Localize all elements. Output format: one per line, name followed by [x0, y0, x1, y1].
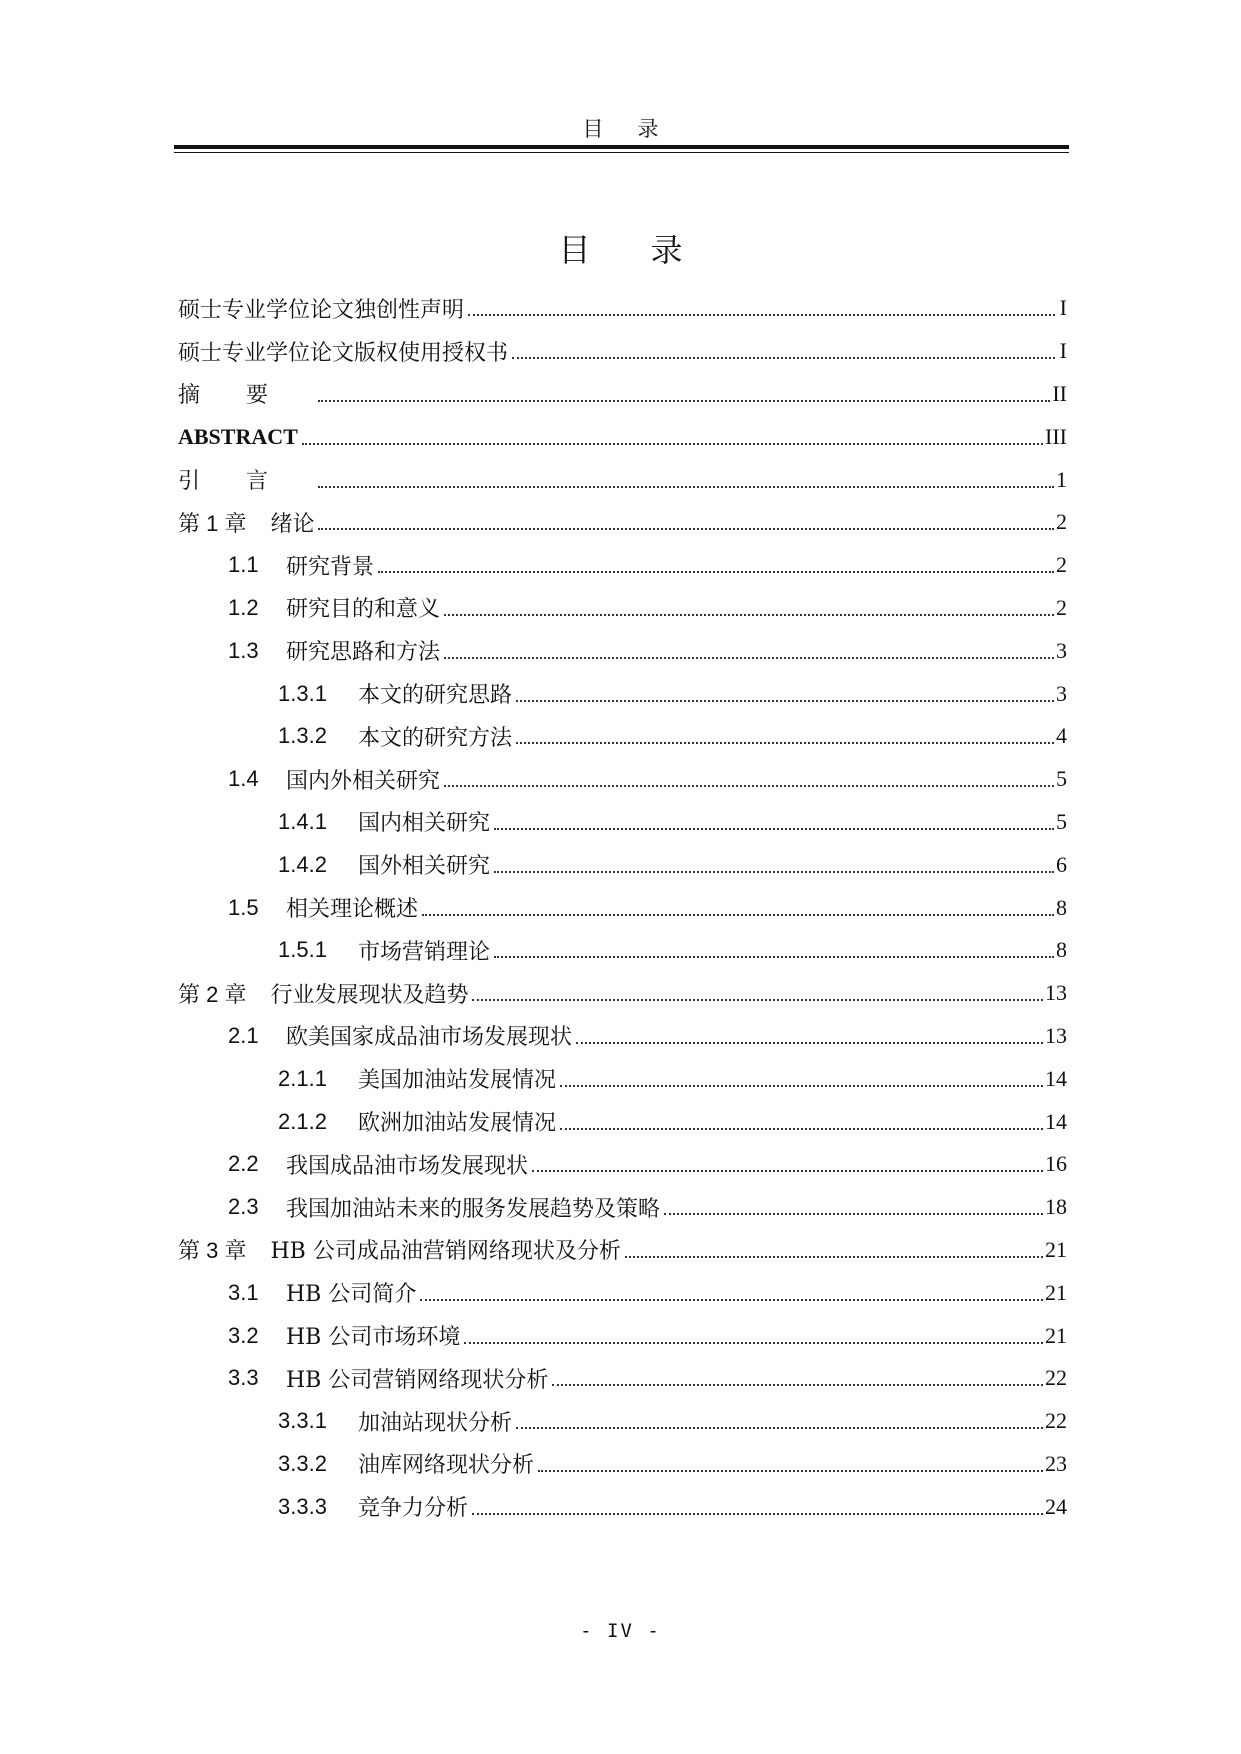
- toc-entry-page: 1: [1056, 466, 1067, 492]
- toc-entry-number: 3.3.3: [278, 1493, 327, 1519]
- toc-entry-title: 国内相关研究: [358, 811, 491, 837]
- dot-leader: [472, 1513, 1043, 1515]
- toc-entry-number: 1.4: [228, 766, 259, 792]
- toc-entry-number: 3.2: [228, 1322, 259, 1348]
- toc-entry-page: 22: [1045, 1408, 1067, 1434]
- toc-entry-number: 1.5.1: [278, 937, 327, 963]
- toc-entry-title: 相关理论概述: [286, 897, 419, 923]
- toc-entry-title: 欧美国家成品油市场发展现状: [286, 1025, 573, 1051]
- toc-entry-title: 研究思路和方法: [286, 640, 441, 666]
- dot-leader: [576, 1042, 1043, 1044]
- dot-leader: [512, 357, 1055, 359]
- toc-entry-page: 13: [1045, 980, 1067, 1006]
- toc-entry-page: 8: [1056, 937, 1067, 963]
- toc-entry[interactable]: [178, 1100, 1067, 1143]
- toc-entry-title: HB 公司营销网络现状分析: [286, 1367, 549, 1393]
- toc-entry[interactable]: [178, 458, 1067, 501]
- dot-leader: [560, 1128, 1043, 1130]
- toc-entry-page: 5: [1056, 808, 1067, 834]
- toc-entry-title: 本文的研究思路: [358, 683, 513, 709]
- toc-entry-title: 我国加油站未来的服务发展趋势及策略: [286, 1196, 661, 1222]
- toc-entry-title: 研究目的和意义: [286, 597, 441, 623]
- dot-leader: [494, 956, 1054, 958]
- dot-leader: [318, 400, 1050, 402]
- toc-entry-page: III: [1045, 423, 1067, 449]
- toc-entry-page: 22: [1045, 1365, 1067, 1391]
- toc-entry-title: 欧洲加油站发展情况: [358, 1111, 557, 1137]
- dot-leader: [464, 1342, 1043, 1344]
- toc-entry-number: 1.4.2: [278, 851, 327, 877]
- dot-leader: [468, 314, 1055, 316]
- dot-leader: [494, 871, 1054, 873]
- toc-entry-number: 第 2 章: [178, 981, 247, 1007]
- toc-entry[interactable]: [178, 972, 1067, 1015]
- dot-leader: [664, 1213, 1043, 1215]
- toc-entry[interactable]: [178, 1271, 1067, 1314]
- toc-entry-number: 3.3: [228, 1365, 259, 1391]
- toc-entry-page: 14: [1045, 1108, 1067, 1134]
- toc-entry-page: II: [1052, 380, 1067, 406]
- toc-entry[interactable]: [178, 886, 1067, 929]
- dot-leader: [532, 1170, 1043, 1172]
- toc-entry-page: 8: [1056, 894, 1067, 920]
- toc-entry-page: 21: [1045, 1322, 1067, 1348]
- toc-entry[interactable]: [178, 1186, 1067, 1229]
- table-of-contents: [178, 287, 1067, 1528]
- toc-entry[interactable]: [178, 587, 1067, 630]
- toc-entry[interactable]: [178, 1485, 1067, 1528]
- toc-entry-number: 1.3.1: [278, 680, 327, 706]
- toc-entry-title: 国内外相关研究: [286, 768, 441, 794]
- toc-entry-title: 竞争力分析: [358, 1496, 469, 1522]
- toc-entry-number: 3.1: [228, 1279, 259, 1305]
- toc-entry-number: 1.3.2: [278, 723, 327, 749]
- dot-leader: [472, 999, 1043, 1001]
- toc-entry-title: ABSTRACT: [178, 423, 298, 449]
- toc-entry[interactable]: [178, 330, 1067, 373]
- toc-entry-page: 13: [1045, 1022, 1067, 1048]
- running-header-title: 目录: [582, 117, 693, 141]
- toc-entry-title: 硕士专业学位论文版权使用授权书: [178, 340, 509, 366]
- toc-entry-page: 5: [1056, 766, 1067, 792]
- toc-entry-title: 加油站现状分析: [358, 1410, 513, 1436]
- toc-entry-number: 1.3: [228, 637, 259, 663]
- toc-entry-page: 4: [1056, 723, 1067, 749]
- toc-entry-page: 21: [1045, 1236, 1067, 1262]
- toc-entry[interactable]: [178, 758, 1067, 801]
- dot-leader: [516, 700, 1054, 702]
- toc-entry[interactable]: [178, 544, 1067, 587]
- toc-entry[interactable]: [178, 415, 1067, 458]
- toc-entry-number: 2.3: [228, 1194, 259, 1220]
- toc-entry-number: 2.2: [228, 1151, 259, 1177]
- toc-entry-title: 摘要: [178, 383, 315, 409]
- dot-leader: [516, 742, 1054, 744]
- toc-entry[interactable]: [178, 1229, 1067, 1272]
- toc-entry-title: HB 公司成品油营销网络现状及分析: [270, 1239, 621, 1265]
- toc-entry-title: 本文的研究方法: [358, 725, 513, 751]
- dot-leader: [552, 1384, 1043, 1386]
- toc-entry[interactable]: [178, 1443, 1067, 1486]
- toc-entry-title: 油库网络现状分析: [358, 1453, 535, 1479]
- toc-entry-page: 3: [1056, 680, 1067, 706]
- toc-entry-title: 绪论: [270, 511, 315, 537]
- page-number: - IV -: [580, 1620, 661, 1642]
- toc-entry-title: HB 公司市场环境: [286, 1325, 461, 1351]
- toc-entry[interactable]: [178, 287, 1067, 330]
- toc-entry-title: 美国加油站发展情况: [358, 1068, 557, 1094]
- toc-entry-page: 2: [1056, 509, 1067, 535]
- dot-leader: [516, 1427, 1043, 1429]
- toc-entry[interactable]: [178, 1015, 1067, 1058]
- dot-leader: [444, 614, 1054, 616]
- dot-leader: [422, 914, 1054, 916]
- toc-entry[interactable]: [178, 1357, 1067, 1400]
- page-title: 目录: [558, 231, 743, 269]
- toc-entry[interactable]: [178, 629, 1067, 672]
- dot-leader: [318, 528, 1054, 530]
- dot-leader: [625, 1256, 1043, 1258]
- toc-entry-title: 研究背景: [286, 554, 375, 580]
- toc-entry[interactable]: [178, 1400, 1067, 1443]
- dot-leader: [378, 571, 1054, 573]
- toc-entry-title: 引言: [178, 469, 315, 495]
- header-rule-thick: [174, 145, 1069, 149]
- toc-entry[interactable]: [178, 1314, 1067, 1357]
- toc-entry-number: 2.1.1: [278, 1065, 327, 1091]
- toc-entry-number: 3.3.1: [278, 1408, 327, 1434]
- toc-entry-page: 23: [1045, 1450, 1067, 1476]
- toc-entry-page: I: [1059, 295, 1067, 321]
- toc-entry-page: 16: [1045, 1151, 1067, 1177]
- dot-leader: [444, 785, 1054, 787]
- toc-entry-page: 21: [1045, 1279, 1067, 1305]
- toc-entry[interactable]: [178, 373, 1067, 416]
- toc-entry-page: 2: [1056, 594, 1067, 620]
- toc-entry[interactable]: [178, 1057, 1067, 1100]
- toc-entry[interactable]: [178, 672, 1067, 715]
- dot-leader: [560, 1085, 1043, 1087]
- toc-entry-page: 24: [1045, 1493, 1067, 1519]
- toc-entry-page: I: [1059, 338, 1067, 364]
- toc-entry-number: 1.4.1: [278, 808, 327, 834]
- toc-entry-number: 第 3 章: [178, 1238, 247, 1264]
- toc-entry-title: 市场营销理论: [358, 939, 491, 965]
- toc-entry-title: 行业发展现状及趋势: [270, 982, 469, 1008]
- dot-leader: [420, 1299, 1043, 1301]
- header-rule-thin: [174, 152, 1069, 153]
- toc-entry[interactable]: [178, 929, 1067, 972]
- toc-entry-page: 6: [1056, 851, 1067, 877]
- toc-entry-number: 2.1: [228, 1022, 259, 1048]
- toc-entry-number: 1.5: [228, 894, 259, 920]
- toc-entry[interactable]: [178, 801, 1067, 844]
- toc-entry[interactable]: [178, 715, 1067, 758]
- toc-entry[interactable]: [178, 501, 1067, 544]
- toc-entry-title: 硕士专业学位论文独创性声明: [178, 297, 465, 323]
- toc-entry-page: 14: [1045, 1065, 1067, 1091]
- toc-entry-number: 第 1 章: [178, 510, 247, 536]
- toc-entry[interactable]: [178, 843, 1067, 886]
- toc-entry-number: 1.1: [228, 552, 259, 578]
- dot-leader: [538, 1470, 1043, 1472]
- dot-leader: [302, 443, 1043, 445]
- toc-entry-page: 18: [1045, 1194, 1067, 1220]
- toc-entry-page: 2: [1056, 552, 1067, 578]
- toc-entry-title: 国外相关研究: [358, 854, 491, 880]
- toc-entry-number: 2.1.2: [278, 1108, 327, 1134]
- toc-entry[interactable]: [178, 1143, 1067, 1186]
- toc-entry-title: 我国成品油市场发展现状: [286, 1153, 529, 1179]
- toc-entry-title: HB 公司简介: [286, 1282, 417, 1308]
- toc-entry-page: 3: [1056, 637, 1067, 663]
- toc-entry-number: 3.3.2: [278, 1450, 327, 1476]
- toc-entry-number: 1.2: [228, 594, 259, 620]
- dot-leader: [318, 486, 1054, 488]
- dot-leader: [444, 657, 1054, 659]
- dot-leader: [494, 828, 1054, 830]
